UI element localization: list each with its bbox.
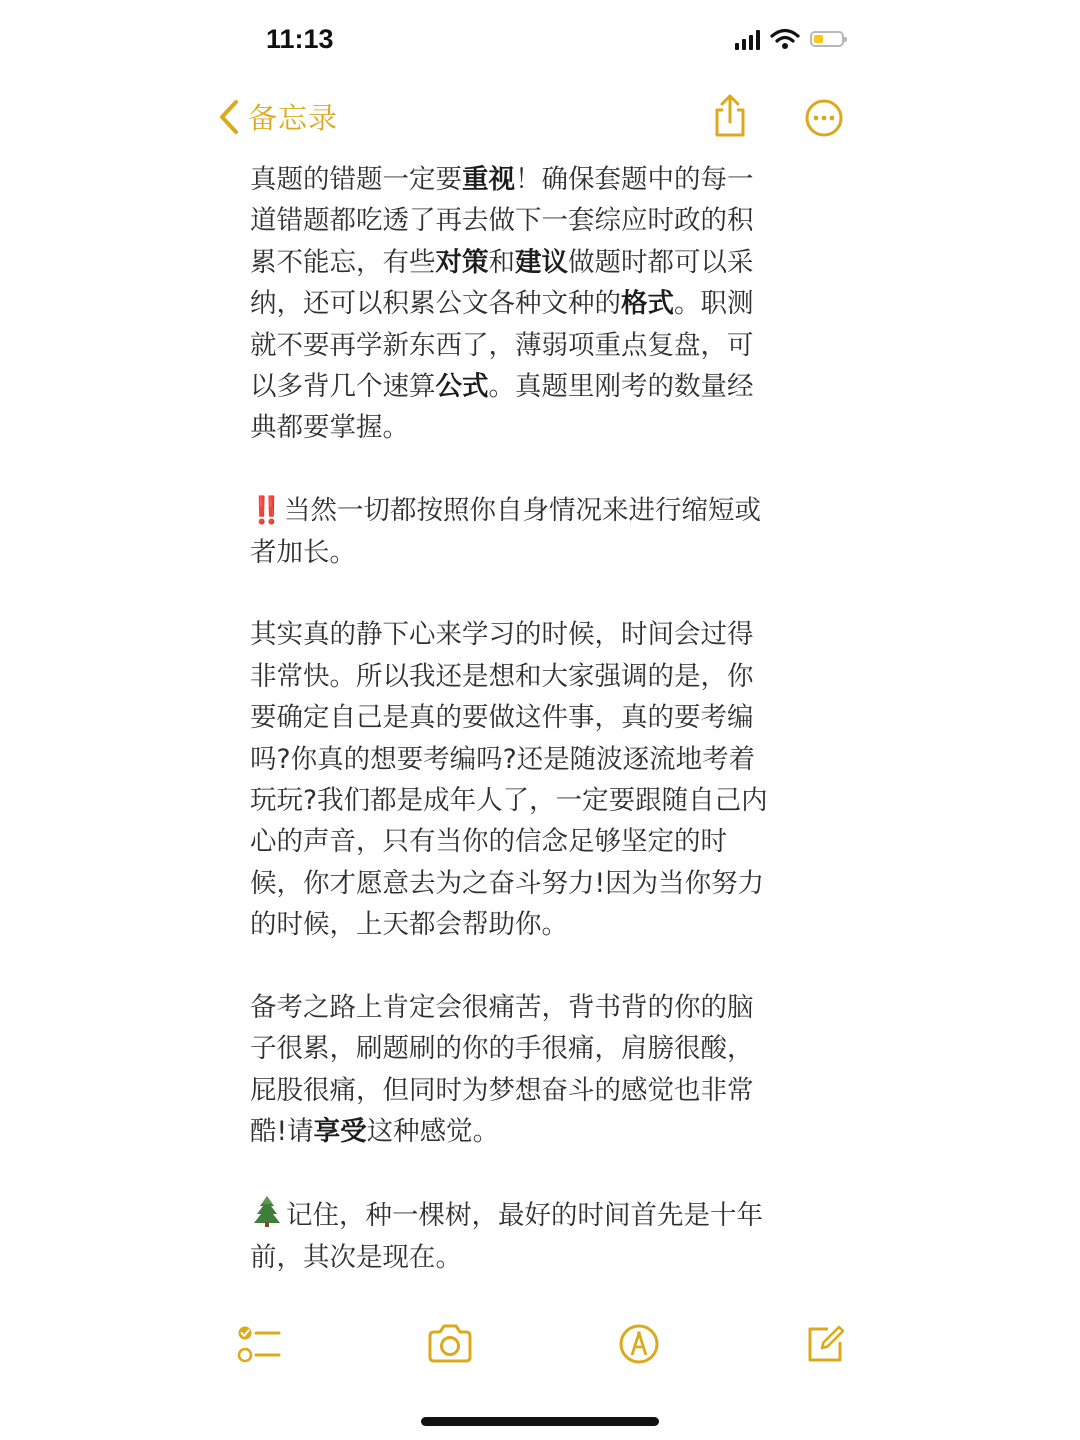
paragraph-spacer [250,449,830,490]
back-button-label: 备忘录 [248,101,339,135]
note-line: 前，其次是现在。 [250,1241,462,1273]
note-line: 心的声音，只有当你的信念足够坚定的时 [250,826,727,858]
double-exclamation-icon: ‼️ [250,495,280,527]
note-line: 候，你才愿意去为之奋斗努力!因为当你努力 [250,867,765,899]
note-paragraph-4 [250,987,830,1153]
more-icon [804,98,844,138]
note-paragraph-1 [250,159,830,449]
paragraph-spacer [250,946,830,987]
compose-button[interactable] [804,1323,846,1369]
note-line: 的时候，上天都会帮助你。 [250,909,568,941]
note-line: 以多背几个速算公式。真题里刚考的数量经 [250,371,754,403]
note-line: 子很累，刷题刷的你的手很痛，肩膀很酸， [250,1033,754,1065]
more-button[interactable] [804,98,844,142]
bold-text: 享受 [313,1116,367,1148]
camera-icon [426,1323,474,1365]
markup-button[interactable] [618,1323,660,1369]
checklist-icon [236,1323,282,1365]
status-icons [735,28,844,50]
note-line: 屁股很痛，但同时为梦想奋斗的感觉也非常 [250,1074,754,1106]
status-time: 11:13 [266,24,334,54]
note-line: 非常快。所以我还是想和大家强调的是，你 [250,660,754,692]
bold-text: 建议 [515,246,568,278]
note-body[interactable] [250,159,830,1278]
note-line: 累不能忘，有些对策和建议做题时都可以采 [250,246,754,278]
bold-text: 重视 [462,164,515,195]
note-line: 要确定自己是真的要做这件事，真的要考编 [250,702,754,734]
note-line: 道错题都吃透了再去做下一套综应时政的积 [250,205,754,237]
note-paragraph-2 [250,490,830,573]
note-line: 真题的错题一定要重视！确保套题中的每一 [250,164,754,195]
note-line: 纳，还可以积累公文各种文种的格式。职测 [250,288,754,320]
note-line: 玩玩?我们都是成年人了，一定要跟随自己内 [250,785,768,817]
share-icon [710,94,750,138]
note-paragraph-3 [250,614,830,945]
note-paragraph-5 [250,1194,830,1278]
note-line: 其实真的静下心来学习的时候，时间会过得 [250,619,754,651]
compose-icon [804,1323,846,1365]
note-line: 备考之路上肯定会很痛苦，背书背的你的脑 [250,992,754,1024]
note-line: 者加长。 [250,536,356,568]
chevron-left-icon [218,99,240,135]
note-line: 吗?你真的想要考编吗?还是随波逐流地考着 [250,743,756,775]
battery-icon [810,31,844,47]
note-line: 典都要掌握。 [250,412,409,444]
bold-text: 对策 [435,246,489,278]
note-line: 记住，种一棵树，最好的时间首先是十年 [250,1194,830,1236]
tree-icon [250,1194,284,1228]
home-indicator[interactable] [421,1417,659,1426]
bold-text: 格式 [621,288,674,320]
note-line: 就不要再学新东西了，薄弱项重点复盘，可 [250,329,754,361]
bold-text: 公式 [435,371,489,403]
note-line: ‼️ 当然一切都按照你自身情况来进行缩短或 [250,495,761,527]
back-button[interactable] [218,96,338,137]
note-line: 酷!请享受这种感觉。 [250,1116,500,1148]
markup-icon [618,1323,660,1365]
cellular-signal-icon [735,28,760,50]
paragraph-spacer [250,573,830,614]
checklist-button[interactable] [236,1323,282,1369]
camera-button[interactable] [426,1323,474,1369]
wifi-icon [770,28,800,50]
paragraph-spacer [250,1153,830,1194]
share-button[interactable] [710,94,750,142]
